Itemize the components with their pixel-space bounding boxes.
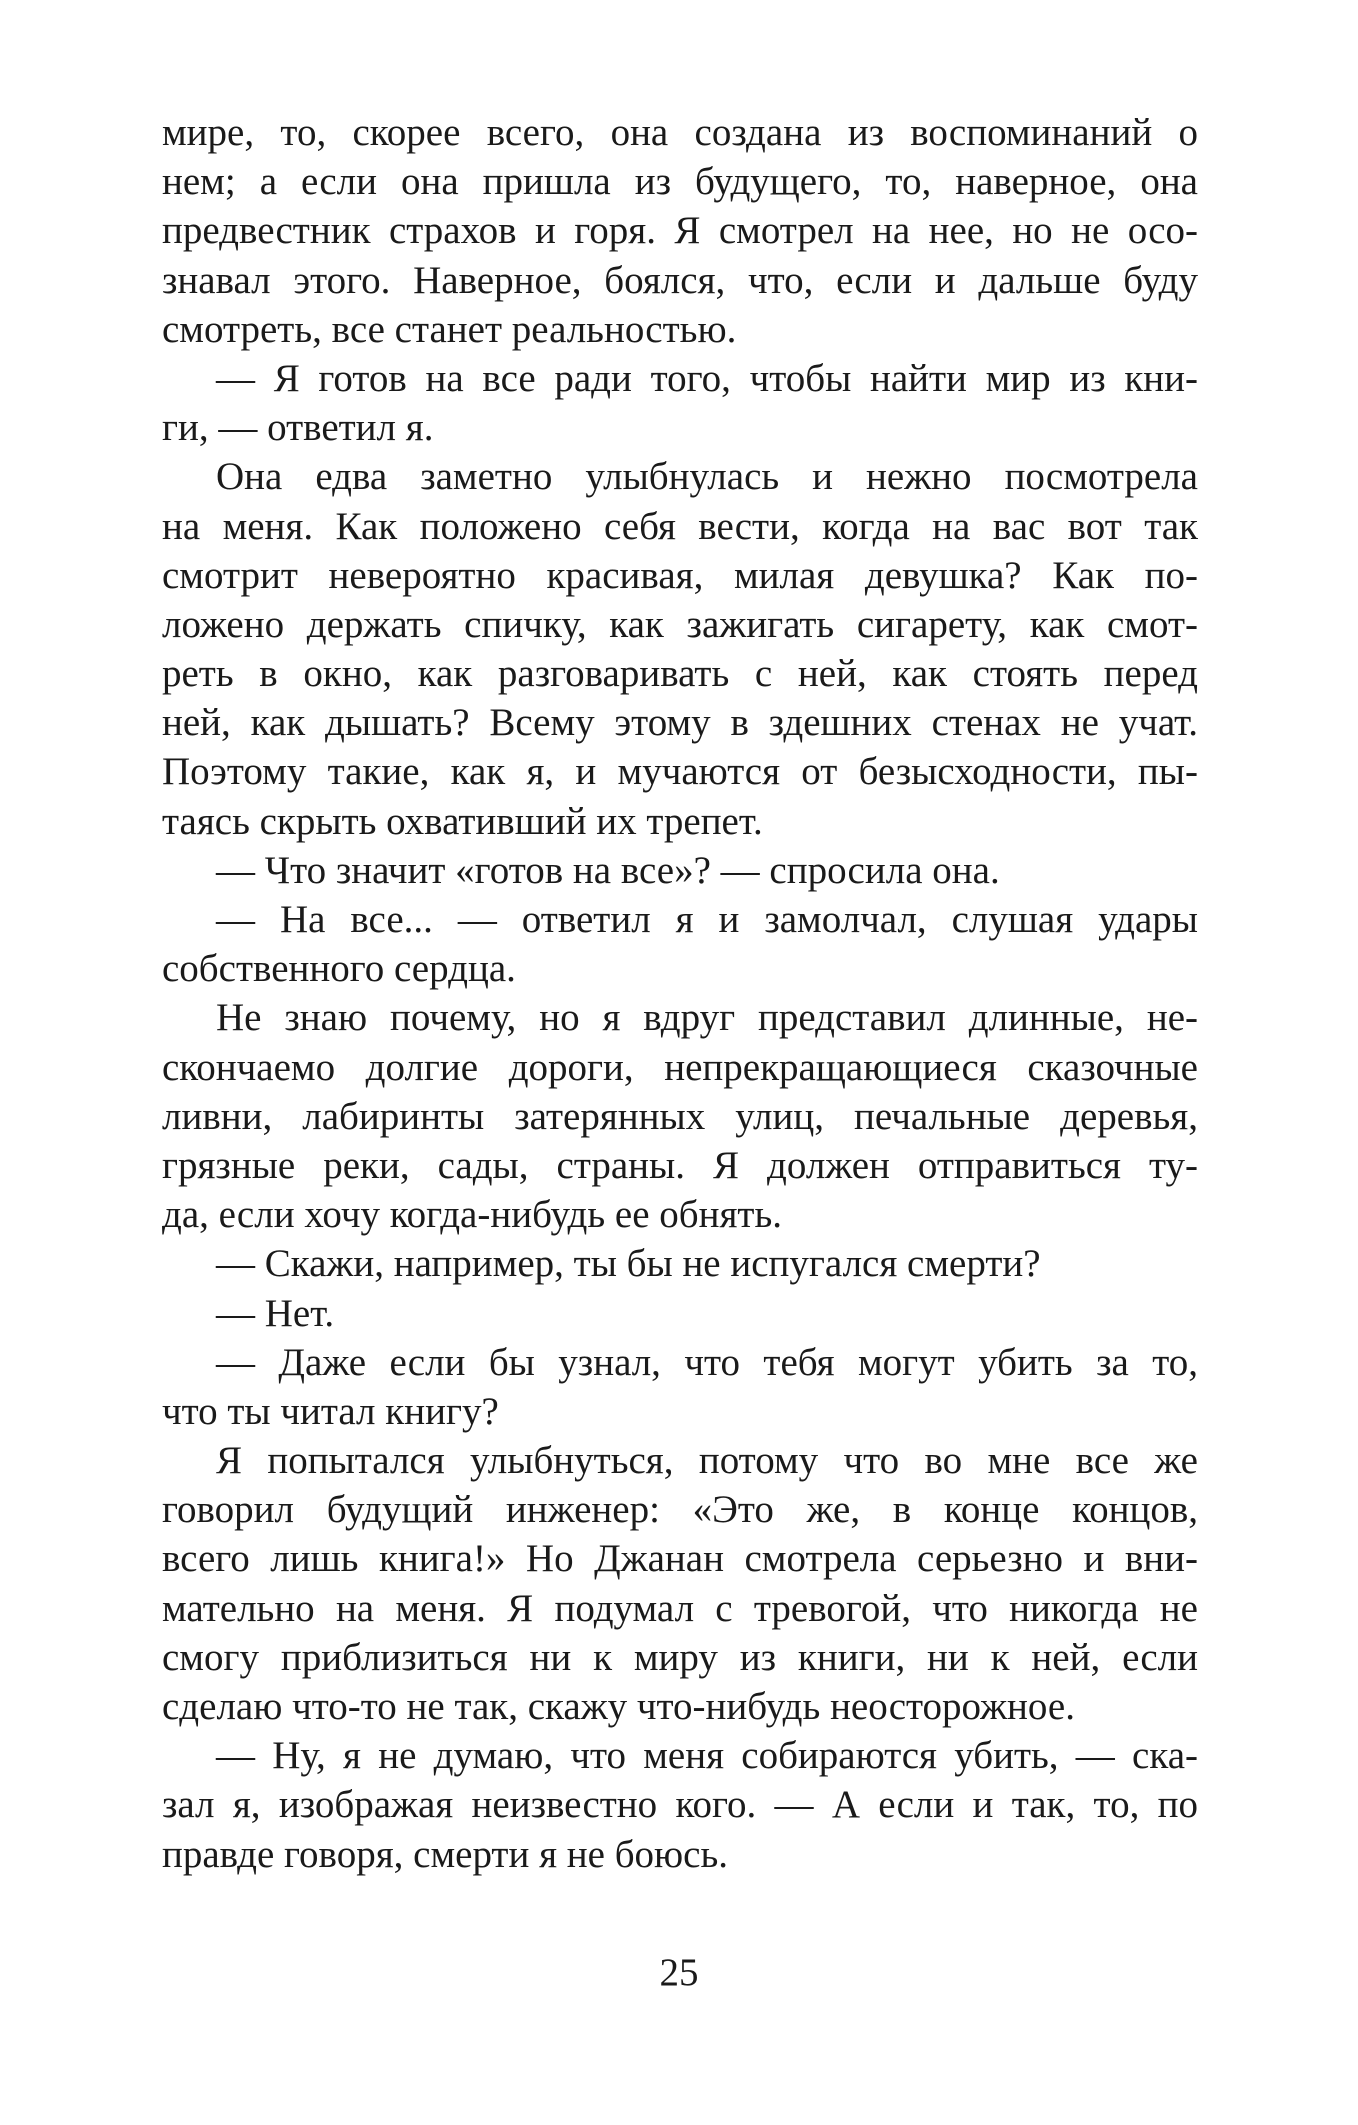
text-line: — Ну, я не думаю, что меня собираются убить, — ска- [216,1734,1198,1778]
text-line: на меня. Как положено себя вести, когда на вас вот так [162,504,1198,548]
text-line: правде говоря, смерти я не боюсь. [162,1832,729,1876]
text-line: всего лишь книга!» Но Джанан смотрела серьезно и вни- [162,1537,1198,1581]
text-line: мире, то, скорее всего, она создана из воспоминаний о [162,111,1198,154]
page-number: 25 [659,1951,699,1994]
text-line: Поэтому такие, как я, и мучаются от безысходности, пы- [162,750,1198,794]
text-line: — На все... — ответил я и замолчал, слушая удары [216,898,1198,941]
text-line: нем; а если она пришла из будущего, то, наверное, она [162,160,1198,204]
text-line: предвестник страхов и горя. Я смотрел на нее, но не осо- [162,209,1198,253]
text-line: реть в окно, как разговаривать с ней, как стоять перед [162,652,1198,696]
text-line: что ты читал книгу? [162,1389,499,1433]
text-line: Она едва заметно улыбнулась и нежно посмотрела [216,455,1198,499]
text-line: смотрит невероятно красивая, милая девушка? Как по- [162,553,1198,597]
text-line: ги, — ответил я. [162,406,434,450]
text-line: — Даже если бы узнал, что тебя могут убить за то, [216,1340,1198,1384]
text-line: Не знаю почему, но я вдруг представил длинные, не- [216,996,1198,1040]
text-line: ложено держать спичку, как зажигать сигарету, как смот- [162,602,1198,646]
text-line: да, если хочу когда-нибудь ее обнять. [162,1193,782,1237]
text-line: знавал этого. Наверное, боялся, что, если и дальше буду [162,258,1198,302]
text-line: собственного сердца. [162,947,516,991]
text-line: ливни, лабиринты затерянных улиц, печальные деревья, [162,1094,1198,1138]
text-line: — Я готов на все ради того, чтобы найти мир из кни- [216,356,1198,400]
text-line: смогу приблизиться ни к миру из книги, ни к ней, если [162,1635,1198,1679]
text-line: ней, как дышать? Всему этому в здешних стенах не учат. [162,701,1198,745]
text-line: — Скажи, например, ты бы не испугался смерти? [216,1242,1041,1286]
text-line: таясь скрыть охвативший их трепет. [162,799,763,843]
text-line: Я попытался улыбнуться, потому что во мне все же [216,1439,1198,1483]
text-line: сделаю что-то не так, скажу что-нибудь неосторожное. [162,1685,1075,1728]
text-line: грязные реки, сады, страны. Я должен отправиться ту- [162,1143,1198,1187]
text-line: скончаемо долгие дороги, непрекращающиеся сказочные [162,1045,1198,1089]
text-line: зал я, изображая неизвестно кого. — А если и так, то, по [162,1783,1198,1827]
text-line: — Нет. [216,1291,335,1335]
text-line: — Что значит «готов на все»? — спросила она. [216,848,1000,892]
text-line: мательно на меня. Я подумал с тревогой, что никогда не [162,1586,1198,1630]
text-line: говорил будущий инженер: «Это же, в конце концов, [162,1488,1198,1532]
page-body [162,108,1198,1879]
text-line: смотреть, все станет реальностью. [162,307,737,351]
